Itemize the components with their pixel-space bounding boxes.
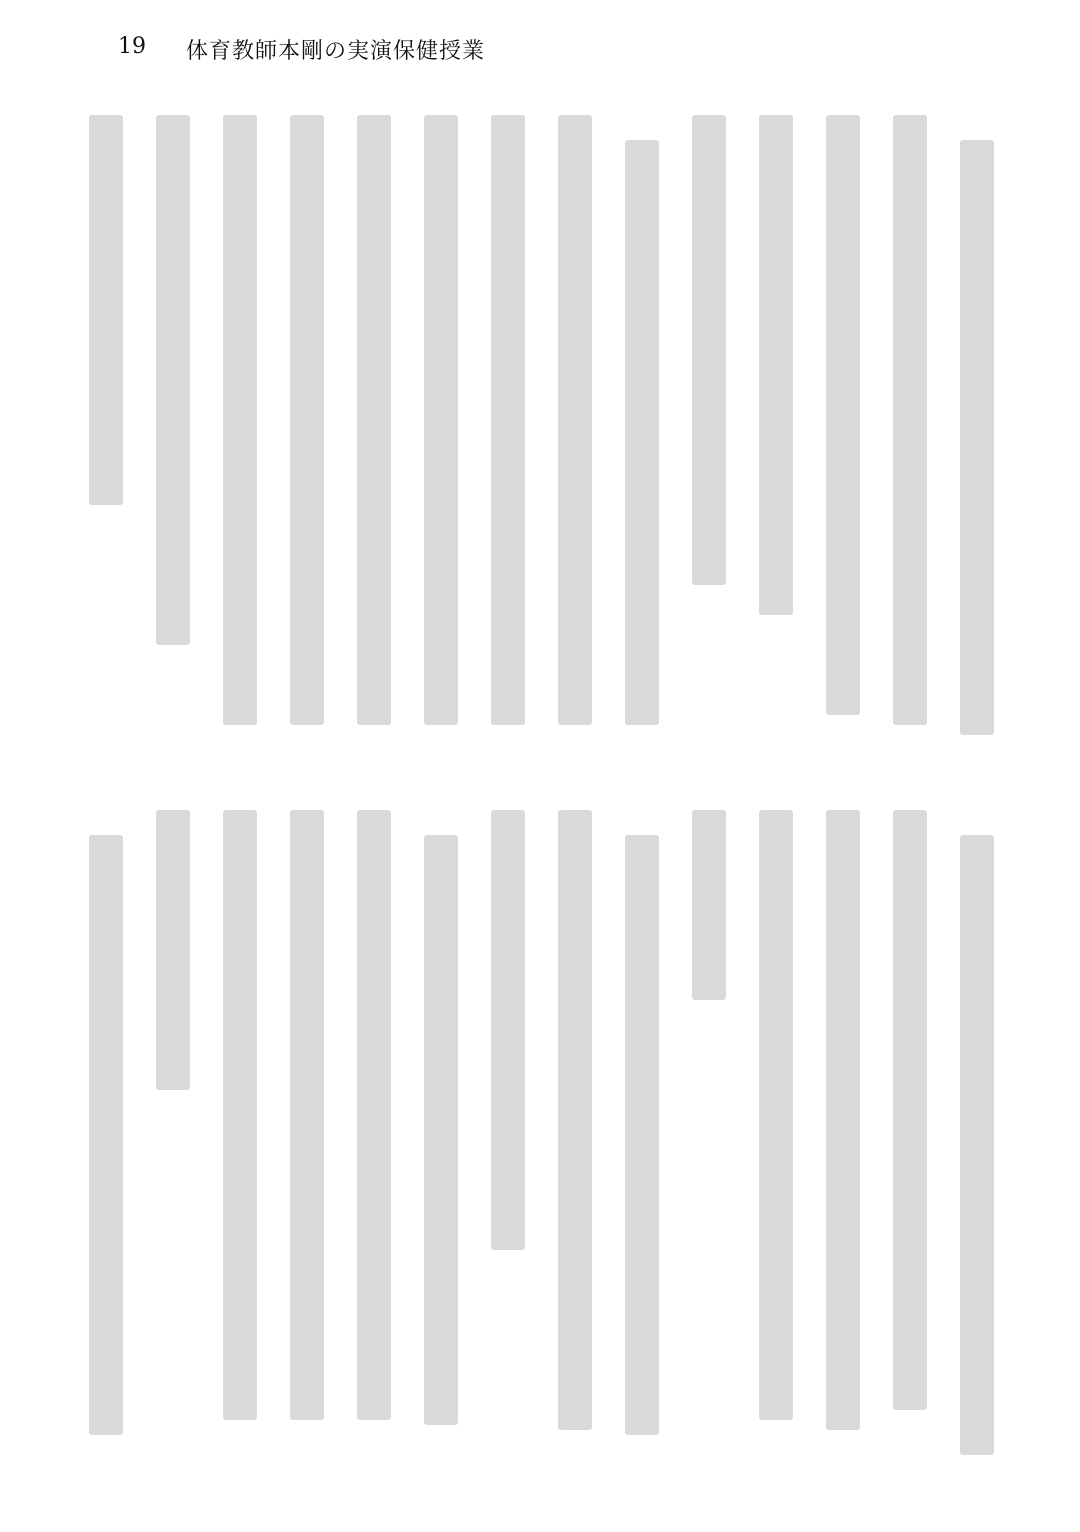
redacted-text-column	[290, 115, 324, 725]
running-title: 体育教師本剛の実演保健授業	[186, 39, 486, 64]
redacted-text-column	[89, 115, 123, 505]
redacted-text-column	[290, 810, 324, 1420]
redacted-text-column	[491, 810, 525, 1250]
redacted-text-column	[692, 810, 726, 1000]
redacted-text-column	[692, 115, 726, 585]
redacted-text-column	[223, 115, 257, 725]
redacted-text-column	[826, 810, 860, 1430]
redacted-text-column	[424, 835, 458, 1425]
redacted-text-column	[759, 810, 793, 1420]
redacted-text-column	[156, 115, 190, 645]
redacted-text-column	[960, 140, 994, 735]
redacted-text-column	[625, 835, 659, 1435]
redacted-text-column	[893, 115, 927, 725]
redacted-text-column	[625, 140, 659, 725]
redacted-text-column	[424, 115, 458, 725]
redacted-text-column	[89, 835, 123, 1435]
redacted-text-column	[357, 115, 391, 725]
redacted-text-column	[826, 115, 860, 715]
redacted-text-column	[491, 115, 525, 725]
page-number: 19	[118, 34, 146, 59]
redacted-text-column	[223, 810, 257, 1420]
redacted-text-column	[960, 835, 994, 1455]
redacted-text-column	[558, 115, 592, 725]
redacted-text-column	[759, 115, 793, 615]
redacted-text-column	[357, 810, 391, 1420]
redacted-text-column	[893, 810, 927, 1410]
redacted-text-column	[156, 810, 190, 1090]
redacted-text-column	[558, 810, 592, 1430]
